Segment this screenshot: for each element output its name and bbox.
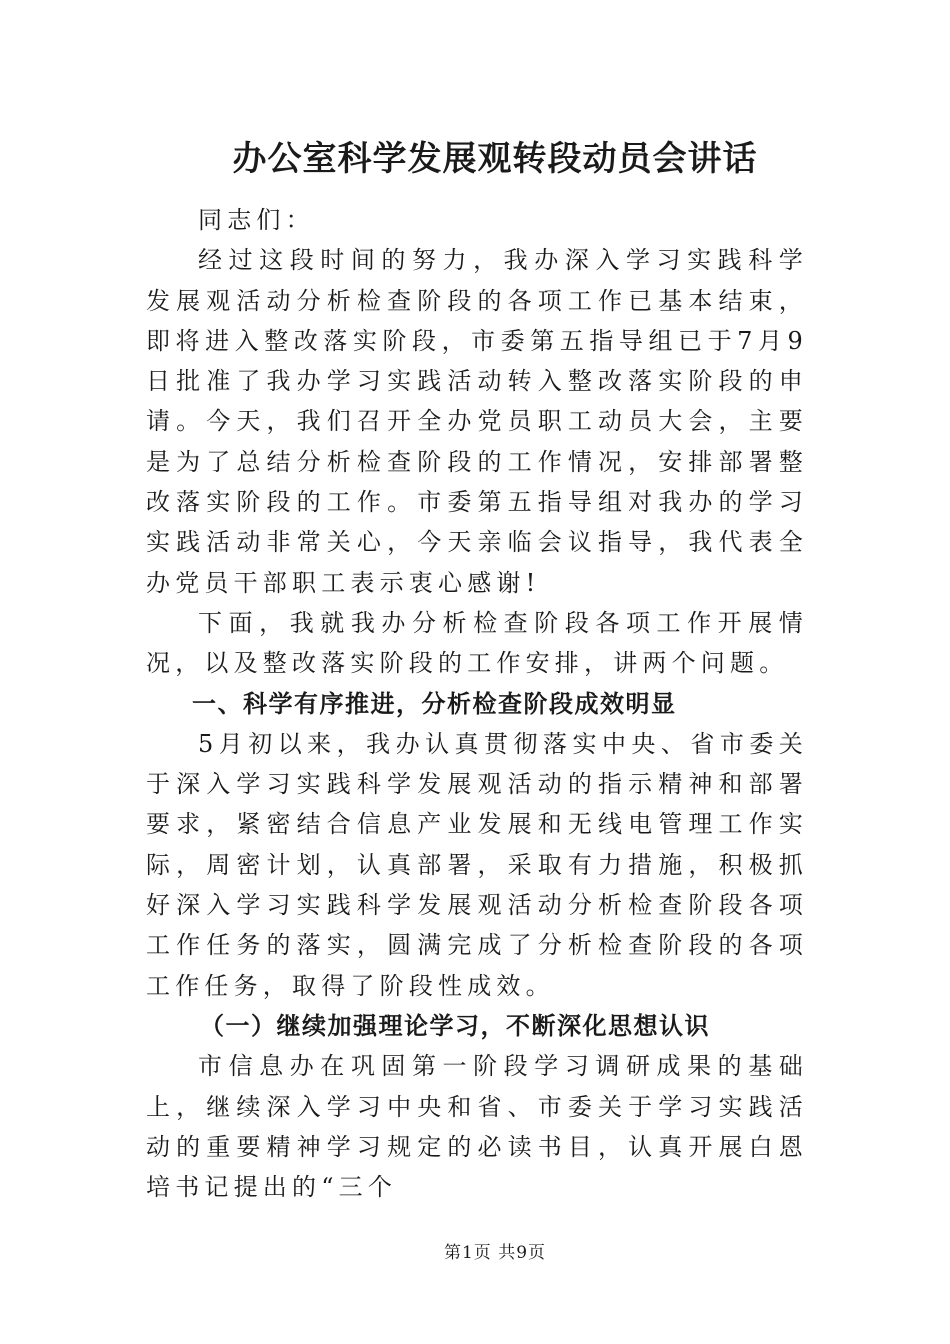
document-title: 办公室科学发展观转段动员会讲话 <box>232 139 758 179</box>
document-body <box>146 200 808 1207</box>
greeting: 同志们： <box>198 206 315 234</box>
outline-paragraph: 下面，我就我办分析检查阶段各项工作开展情况，以及整改落实阶段的工作安排，讲两个问题。 <box>146 608 808 678</box>
section-heading: 一、科学有序推进，分析检查阶段成效明显 <box>192 689 677 718</box>
section-paragraph: 5月初以来，我办认真贯彻落实中央、省市委关于深入学习实践科学发展观活动的指示精神和部署要求，紧密结合信息产业发展和无线电管理工作实际，周密计划，认真部署，采取有力措施，积极抓好深入学习实践科学发展观活动分析检查阶段各项工作任务的落实，圆满完成了分析检查阶段的各项工作任务，取得了阶段性成效。 <box>146 729 808 1000</box>
subsection-paragraph: 市信息办在巩固第一阶段学习调研成果的基础上，继续深入学习中央和省、市委关于学习实践活动的重要精神学习规定的必读书目，认真开展白恩培书记提出的“三个 <box>146 1052 808 1202</box>
page-number-footer: 第1页 共9页 <box>443 1243 547 1263</box>
subsection-heading: （一）继续加强理论学习，不断深化思想认识 <box>200 1011 710 1040</box>
intro-paragraph: 经过这段时间的努力，我办深入学习实践科学发展观活动分析检查阶段的各项工作已基本结束，即将进入整改落实阶段，市委第五指导组已于7月9日批准了我办学习实践活动转入整改落实阶段的申请。今天，我们召开全办党员职工动员大会，主要是为了总结分析检查阶段的工作情况，安排部署整改落实阶段的工作。市委第五指导组对我办的学习实践活动非常关心，今天亲临会议指导，我代表全办党员干部职工表示衷心感谢! <box>146 246 808 597</box>
